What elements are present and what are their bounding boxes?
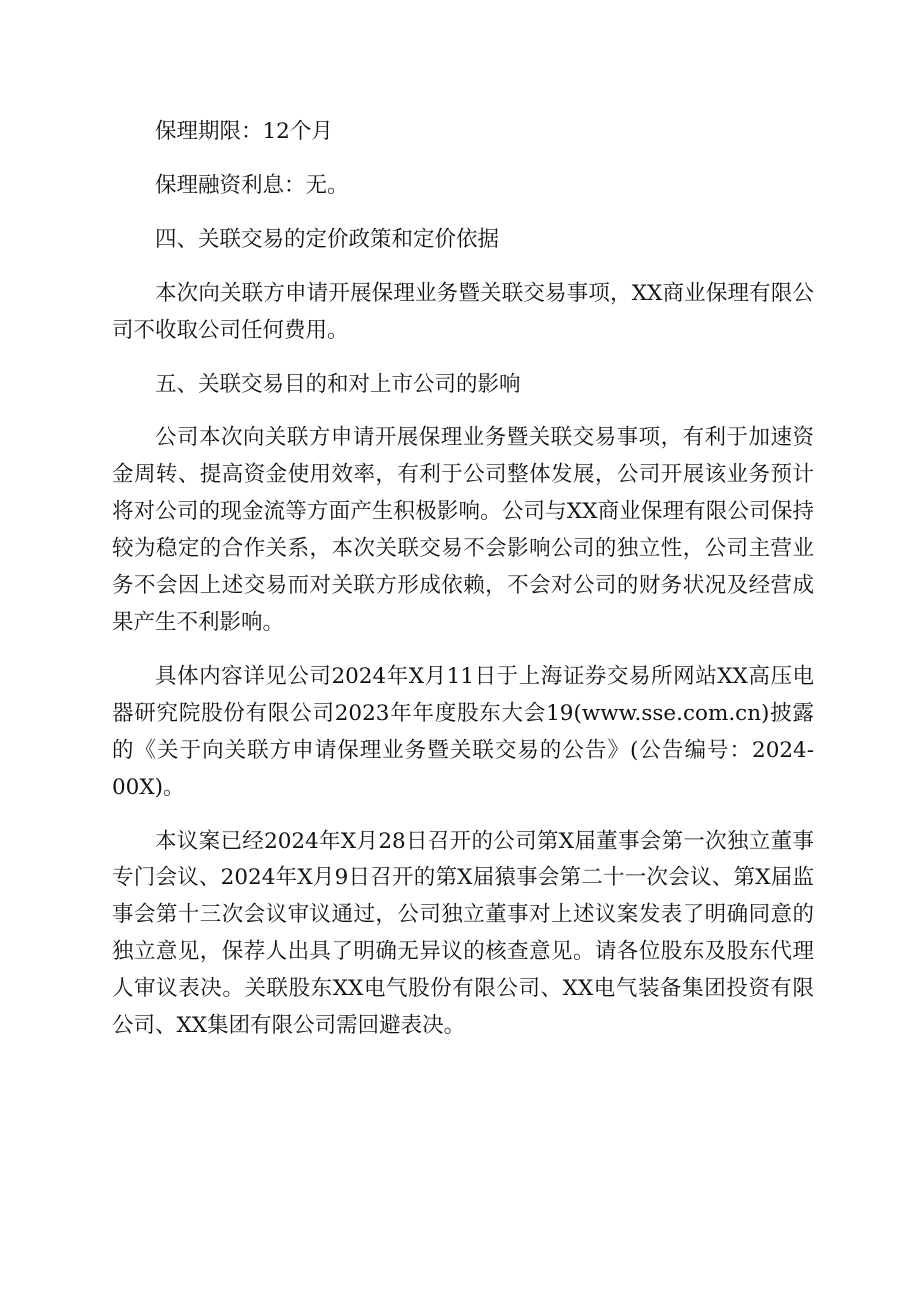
section-4-paragraph: 本次向关联方申请开展保理业务暨关联交易事项，XX商业保理有限公司不收取公司任何费用。 <box>112 280 814 343</box>
section-5-heading: 五、关联交易目的和对上市公司的影响 <box>155 371 521 397</box>
factoring-term-line: 保理期限：12个月 <box>155 119 333 144</box>
factoring-interest-line: 保理融资利息：无。 <box>155 172 349 198</box>
section-5-paragraph-disclosure: 具体内容详见公司2024年X月11日于上海证券交易所网站XX高压电器研究院股份有限公司2023年年度股东大会19(www.sse.com.cn)披露的《关于向关联方申请保理业务暨关联交易的公告》(公告编号：2024-00X)。 <box>112 663 814 800</box>
document-page <box>112 114 814 1045</box>
section-5-paragraph-approval: 本议案已经2024年X月28日召开的公司第X届董事会第一次独立董事专门会议、2024年X月9日召开的第X届猿事会第二十一次会议、第X届监事会第十三次会议审议通过，公司独立董事对上述议案发表了明确同意的独立意见，保荐人出具了明确无异议的核查意见。请各位股东及股东代理人审议表决。关联股东XX电气股份有限公司、XX电气装备集团投资有限公司、XX集团有限公司需回避表决。 <box>112 828 814 1039</box>
section-4-heading: 四、关联交易的定价政策和定价依据 <box>155 226 500 252</box>
section-5-paragraph-impact: 公司本次向关联方申请开展保理业务暨关联交易事项，有利于加速资金周转、提高资金使用效率，有利于公司整体发展，公司开展该业务预计将对公司的现金流等方面产生积极影响。公司与XX商业保理有限公司保持较为稳定的合作关系，本次关联交易不会影响公司的独立性，公司主营业务不会因上述交易而对关联方形成依赖，不会对公司的财务状况及经营成果产生不利影响。 <box>112 425 814 635</box>
